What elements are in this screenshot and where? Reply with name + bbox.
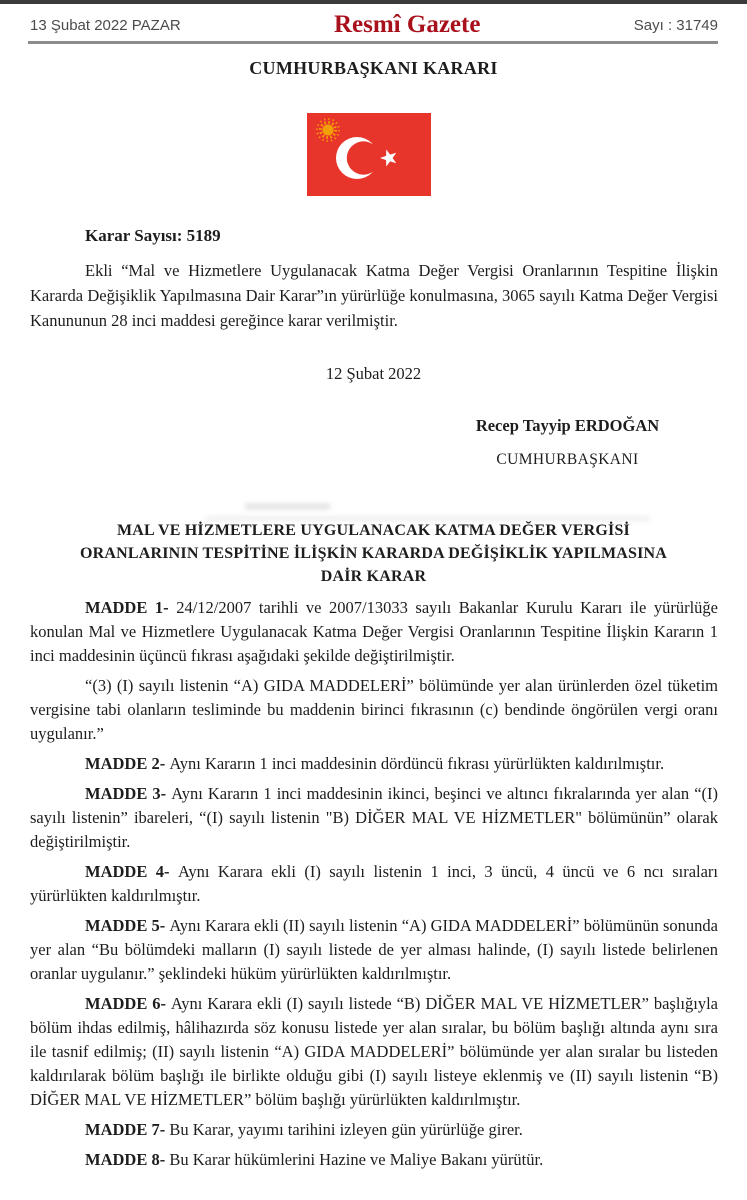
article-7-label: MADDE 7-: [85, 1120, 166, 1139]
article-4: [30, 860, 718, 908]
article-5-text: Aynı Karara ekli (II) sayılı listenin “A) GIDA MADDELERİ” bölümünün sonunda yer alan “Bu bölümdeki malların (I) sayılı listede de yer alması halinde, (I) sayılı listede belirlenen oranlar uygulanır.” şeklindeki hüküm yürürlükten kaldırılmıştır.: [30, 916, 719, 983]
articles-section: [30, 596, 718, 1178]
annex-title-line: ORANLARININ TESPİTİNE İLİŞKİN KARARDA DEĞİŞİKLİK YAPILMASINA: [79, 545, 668, 562]
signature-block: [430, 416, 705, 469]
article-1: [30, 596, 718, 668]
annex-title-line: DAİR KARAR: [320, 568, 427, 585]
article-2-text: Aynı Kararın 1 inci maddesinin dördüncü fıkrası yürürlükten kaldırılmıştır.: [169, 754, 665, 773]
gazette-header: [30, 11, 718, 39]
top-border-bar: [0, 0, 747, 4]
article-1-quote-text: “(3) (I) sayılı listenin “A) GIDA MADDELERİ” bölümünde yer alan ürünlerden özel tüketim vergisine tabi olanların tesliminde bu maddenin birinci fıkrasının (c) bendinde öngörülen vergi oranı uygulanır.”: [30, 676, 718, 743]
decree-intro-paragraph: Ekli “Mal ve Hizmetlere Uygulanacak Katma Değer Vergisi Oranlarının Tespitine İlişkin Kararda Değişiklik Yapılmasına Dair Karar”ın yürürlüğe konulmasına, 3065 sayılı Katma Değer Vergisi Kanununun 28 inci maddesi gereğince karar verilmiştir.: [30, 261, 718, 330]
header-divider: [28, 41, 718, 44]
article-1-quote: [30, 674, 718, 746]
article-6-label: MADDE 6-: [85, 994, 166, 1013]
article-8-text: Bu Karar hükümlerini Hazine ve Maliye Bakanı yürütür.: [169, 1150, 544, 1169]
article-8-label: MADDE 8-: [85, 1150, 166, 1169]
scan-artifact: [245, 503, 330, 510]
annex-title-line: MAL VE HİZMETLERE UYGULANACAK KATMA DEĞER VERGİSİ: [117, 522, 630, 539]
article-4-label: MADDE 4-: [85, 862, 170, 881]
article-8: [30, 1148, 718, 1172]
article-3: [30, 782, 718, 854]
gazette-masthead: Resmî Gazete: [333, 11, 481, 38]
article-6: [30, 992, 718, 1112]
decision-number: Karar Sayısı: 5189: [85, 226, 221, 245]
article-1-text: 24/12/2007 tarihli ve 2007/13033 sayılı Bakanlar Kurulu Kararı ile yürürlüğe konulan Mal ve Hizmetlere Uygulanacak Katma Değer Vergisi Oranlarının Tespitine İlişkin Kararın 1 inci maddesinin üçüncü fıkrası aşağıdaki şekilde değiştirilmiştir.: [30, 598, 719, 665]
article-5-label: MADDE 5-: [85, 916, 166, 935]
article-2-label: MADDE 2-: [85, 754, 166, 773]
decree-date: 12 Şubat 2022: [325, 364, 422, 383]
article-5: [30, 914, 718, 986]
crescent-cutout: [347, 141, 380, 174]
article-7-text: Bu Karar, yayımı tarihini izleyen gün yürürlüğe girer.: [169, 1120, 523, 1139]
signatory-title: CUMHURBAŞKANI: [496, 451, 639, 468]
signatory-name: Recep Tayyip ERDOĞAN: [475, 416, 660, 435]
article-6-text: Aynı Karara ekli (I) sayılı listede “B) DİĞER MAL VE HİZMETLER” başlığıyla bölüm ihdas edilmiş, hâlihazırda söz konusu listede yer alan sıralar, bu bölüm başlığı altında aynı sıra ile tasnif edilmiş; (II) sayılı listenin “A) GIDA MADDELERİ” bölümünde yer alan sıralar bu listeden kaldırılarak bölüm başlığı ile birlikte olduğu gibi (I) sayılı listeye eklenmiş ve (II) sayılı listenin “B) DİĞER MAL VE HİZMETLER” bölüm başlığı yürürlükten kaldırılmıştır.: [30, 994, 718, 1109]
turkish-presidential-flag: [307, 113, 431, 196]
article-4-text: Aynı Karara ekli (I) sayılı listenin 1 inci, 3 üncü, 4 üncü ve 6 ncı sıraları yürürlükten kaldırılmıştır.: [30, 862, 719, 905]
article-3-text: Aynı Kararın 1 inci maddesinin ikinci, beşinci ve altıncı fıkralarında yer alan “(I) sayılı listenin” ibareleri, “(I) sayılı listenin "B) DİĞER MAL VE HİZMETLER" bölümünün” olarak değiştirilmiştir.: [30, 784, 719, 851]
article-7: [30, 1118, 718, 1142]
article-3-label: MADDE 3-: [85, 784, 167, 803]
gazette-issue-number: Sayı : 31749: [633, 16, 718, 34]
sun-icon: [323, 125, 334, 136]
gazette-date: 13 Şubat 2022 PAZAR: [30, 16, 181, 34]
annex-title: [43, 519, 704, 588]
decree-heading: CUMHURBAŞKANI KARARI: [249, 58, 498, 78]
article-1-label: MADDE 1-: [85, 598, 169, 617]
article-2: [30, 752, 718, 776]
